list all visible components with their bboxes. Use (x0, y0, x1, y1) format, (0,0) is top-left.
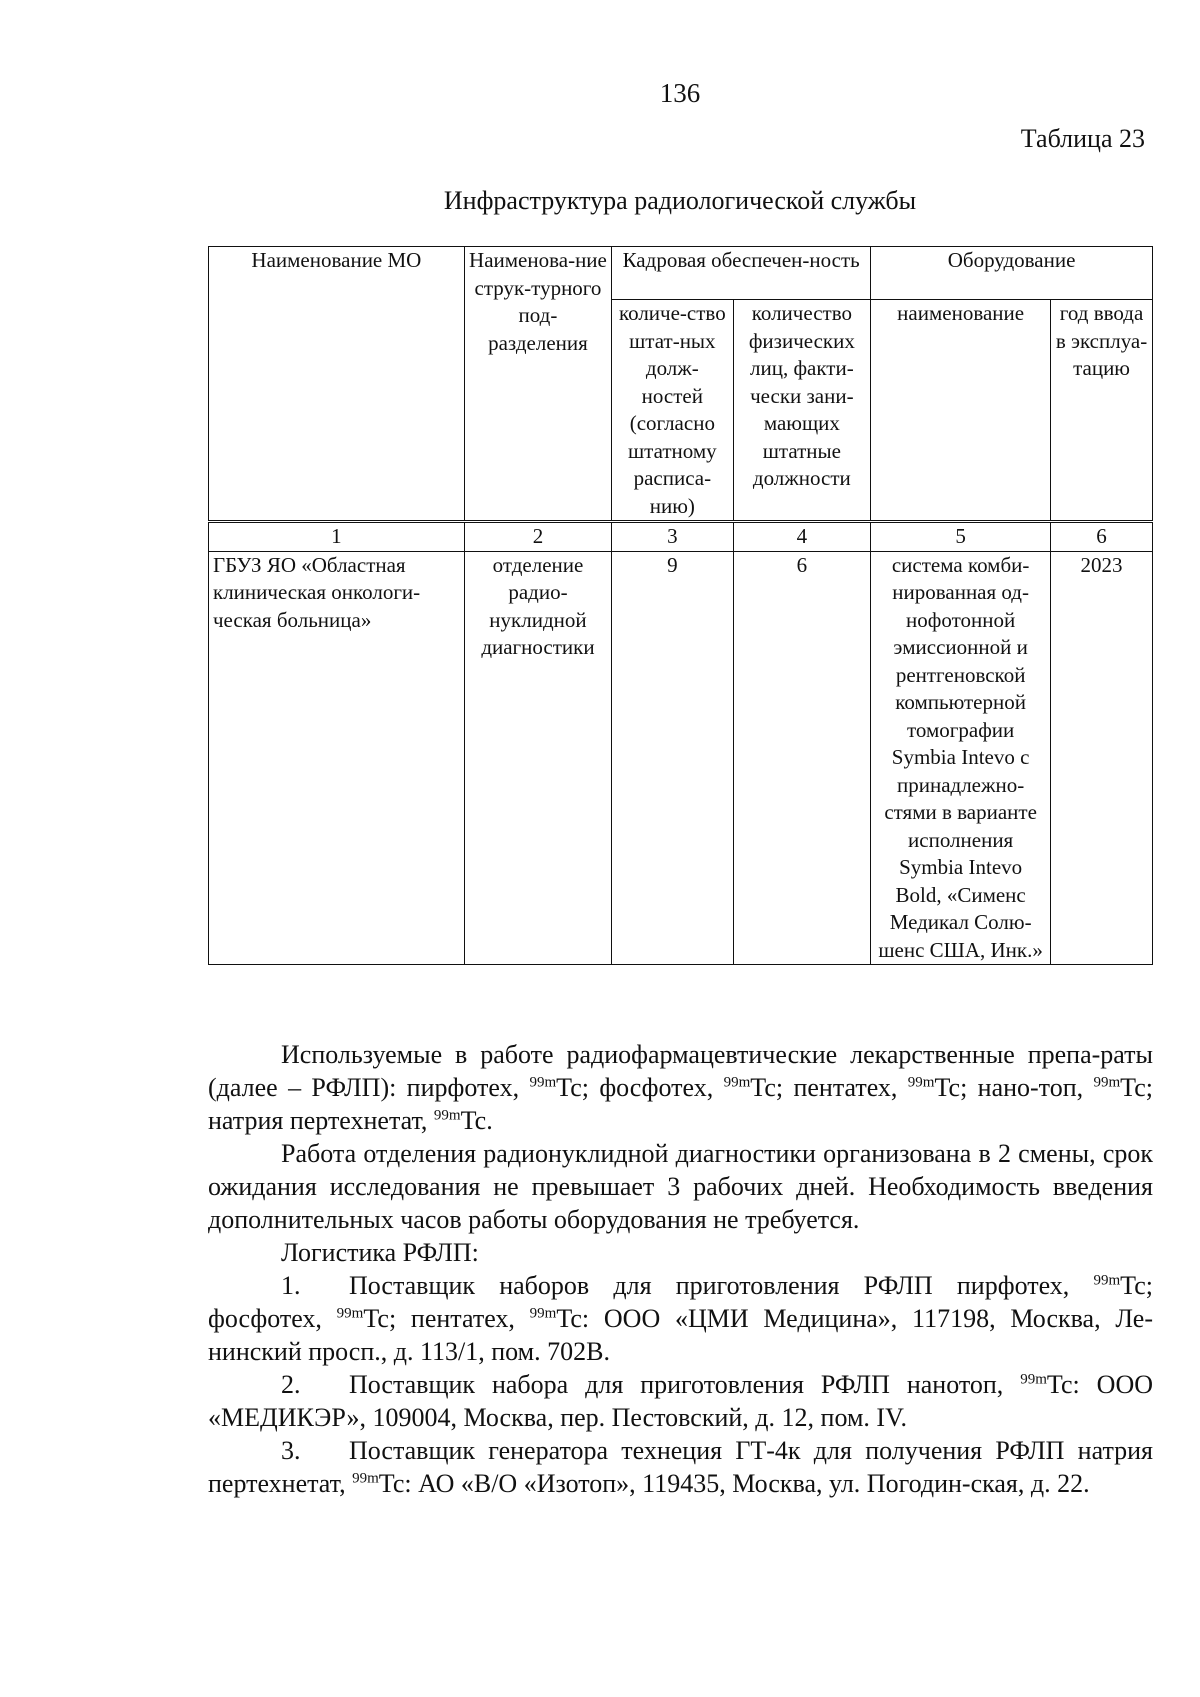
header-staff-positions: количе-ство штат-ных долж-ностей (согласно штатному расписа-нию) (612, 300, 733, 522)
cell-equipment: система комби-нированная од-нофотонной эмиссионной и рентгеновской компьютерной томографии Symbia Intevo с принадлежно-стями в варианте исполнения Symbia Intevo Bold, «Сименс Медикал Солю-шенс США, Инк.» (871, 551, 1051, 965)
list-item-3: 3. Поставщик генератора технеция ГТ-4к для получения РФЛП натрия пертехнетат, $^{99m}$Tc: АО «В/О «Изотоп», 119435, Москва, ул. Погодин-ская, д. 22. (208, 1436, 1153, 1498)
table-label: Таблица 23 (1020, 124, 1145, 153)
cell-mo: ГБУЗ ЯО «Областная клиническая онкологи-ческая больница» (209, 551, 465, 965)
table-row (209, 551, 1153, 965)
table-header-row (209, 247, 1153, 300)
column-number: 5 (871, 522, 1051, 552)
header-equipment: Оборудование (871, 247, 1153, 300)
header-mo: Наименование МО (209, 247, 465, 522)
header-equipment-year: год ввода в эксплуа-тацию (1051, 300, 1153, 522)
list-item-2: 2. Поставщик набора для приготовления РФЛП нанотоп, $^{99m}$Tc: ООО «МЕДИКЭР», 109004, Москва, пер. Пестовский, д. 12, пом. IV. (208, 1370, 1153, 1432)
column-number-row (209, 522, 1153, 552)
header-equipment-name: наименование (871, 300, 1051, 522)
list-item-1: 1. Поставщик наборов для приготовления РФЛП пирфотех, $^{99m}$Tc; фосфотех, $^{99m}$Tc; пентатех, $^{99m}$Tc: ООО «ЦМИ Медицина», 117198, Москва, Ле-нинский просп., д. 113/1, пом. 702B. (208, 1271, 1153, 1366)
table-title: Инфраструктура радиологической службы (443, 186, 917, 215)
column-number: 2 (464, 522, 611, 552)
paragraph-rflp-list: Используемые в работе радиофармацевтические лекарственные препа-раты (далее – РФЛП): пирфотех, $^{99m}$Tc; фосфотех, $^{99m}$Tc; пентатех, $^{99m}$Tc; нано-топ, $^{99m}$Tc; натрия пертехнетат, $^{99m}$Tc. (208, 1040, 1153, 1135)
cell-positions: 9 (612, 551, 733, 965)
column-number: 4 (733, 522, 871, 552)
header-staff-persons: количество физических лиц, факти-чески зани-мающих штатные должности (733, 300, 871, 522)
header-unit: Наименова-ние струк-турного под-разделения (464, 247, 611, 522)
column-number: 3 (612, 522, 733, 552)
header-staffing: Кадровая обеспечен-ность (612, 247, 871, 300)
column-number: 6 (1051, 522, 1153, 552)
column-number: 1 (209, 522, 465, 552)
cell-persons: 6 (733, 551, 871, 965)
cell-unit: отделение радио-нуклидной диагностики (464, 551, 611, 965)
page-number: 136 (659, 78, 701, 108)
infrastructure-table (208, 246, 1153, 965)
cell-year: 2023 (1051, 551, 1153, 965)
paragraph-work-schedule: Работа отделения радионуклидной диагностики организована в 2 смены, срок ожидания исследования не превышает 3 рабочих дней. Необходимость введения дополнительных часов работы оборудования не требуется. (208, 1139, 1153, 1234)
paragraph-logistics-heading: Логистика РФЛП: (281, 1238, 479, 1267)
